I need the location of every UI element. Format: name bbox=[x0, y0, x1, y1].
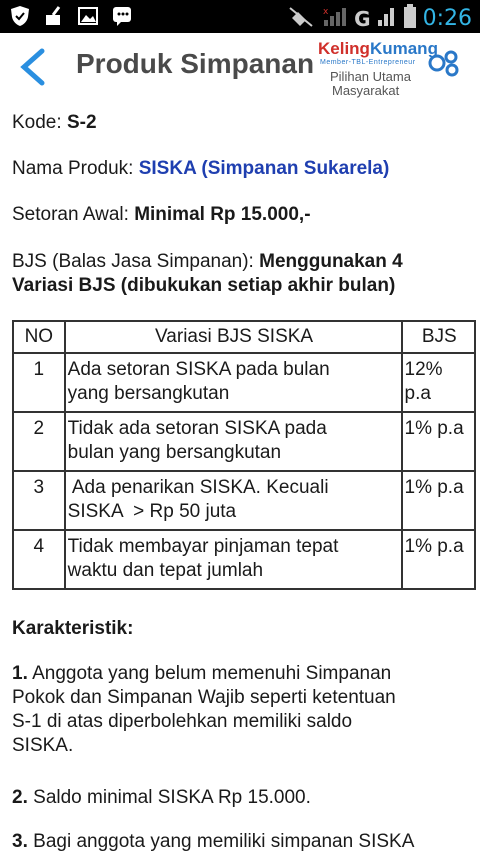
svg-text:x: x bbox=[323, 7, 329, 17]
table-header bbox=[13, 321, 475, 353]
bjs-row-line2: Variasi BJS (dibukukan setiap akhir bulan) bbox=[12, 275, 396, 296]
status-indicators bbox=[288, 3, 472, 34]
karakteristik-item-3: 3. Bagi anggota yang memiliki simpanan SISKA bbox=[12, 831, 415, 852]
network-type: G bbox=[354, 6, 371, 31]
setoran-value: Minimal Rp 15.000,- bbox=[134, 204, 311, 225]
table-row: 4 Tidak membayar pinjaman tepat waktu dan tepat jumlah 1% p.a bbox=[13, 530, 475, 589]
mute-icon bbox=[288, 4, 316, 33]
bjs-row: BJS (Balas Jasa Simpanan): Menggunakan 4 bbox=[12, 251, 403, 272]
header-variasi: Variasi BJS SISKA bbox=[65, 321, 402, 353]
shield-icon bbox=[8, 5, 32, 27]
network-signal-icon bbox=[377, 4, 397, 33]
nama-produk-row: Nama Produk: SISKA (Simpanan Sukarela) bbox=[12, 158, 390, 179]
table-row: 2 Tidak ada setoran SISKA pada bulan yang bersangkutan 1% p.a bbox=[13, 412, 475, 471]
setoran-row: Setoran Awal: Minimal Rp 15.000,- bbox=[12, 204, 311, 225]
header-no: NO bbox=[13, 321, 65, 353]
karakteristik-heading: Karakteristik: bbox=[12, 618, 134, 639]
logo-mark-icon bbox=[428, 49, 462, 77]
table-row: 3 Ada penarikan SISKA. Kecuali SISKA > Rp 50 juta 1% p.a bbox=[13, 471, 475, 530]
notification-icons bbox=[8, 5, 134, 27]
image-icon bbox=[76, 5, 100, 27]
clock: 0:26 bbox=[422, 6, 472, 31]
product-name: SISKA (Simpanan Sukarela) bbox=[138, 158, 390, 179]
logo-subtitle: Member-TBL-Entrepreneur bbox=[320, 59, 416, 66]
bbm-icon bbox=[110, 5, 134, 27]
page-title: Produk Simpanan bbox=[76, 48, 315, 79]
kode-value: S-2 bbox=[66, 112, 97, 133]
app-bar bbox=[0, 33, 480, 101]
logo-tagline-2: Masyarakat bbox=[332, 83, 400, 98]
brand-logo bbox=[312, 39, 472, 97]
bjs-table bbox=[12, 320, 476, 590]
header-bjs: BJS bbox=[402, 321, 476, 353]
kode-row: Kode: S-2 bbox=[12, 112, 97, 133]
table-row: 1 Ada setoran SISKA pada bulan yang bersangkutan 12% p.a bbox=[13, 353, 475, 412]
battery-icon bbox=[403, 3, 417, 34]
logo-brand: KelingKumang bbox=[318, 39, 438, 58]
status-bar bbox=[0, 0, 480, 33]
cleaner-icon bbox=[42, 5, 66, 27]
karakteristik-item-2: 2. Saldo minimal SISKA Rp 15.000. bbox=[12, 787, 311, 808]
logo-tagline: Pilihan Utama bbox=[330, 69, 411, 84]
signal-icon bbox=[322, 4, 348, 33]
karakteristik-item-1: 1. Anggota yang belum memenuhi Simpanan Pokok dan Simpanan Wajib seperti ketentuan S-1 di atas diperbolehkan memiliki saldo SISKA. bbox=[12, 663, 396, 756]
back-arrow-icon[interactable] bbox=[14, 45, 52, 89]
